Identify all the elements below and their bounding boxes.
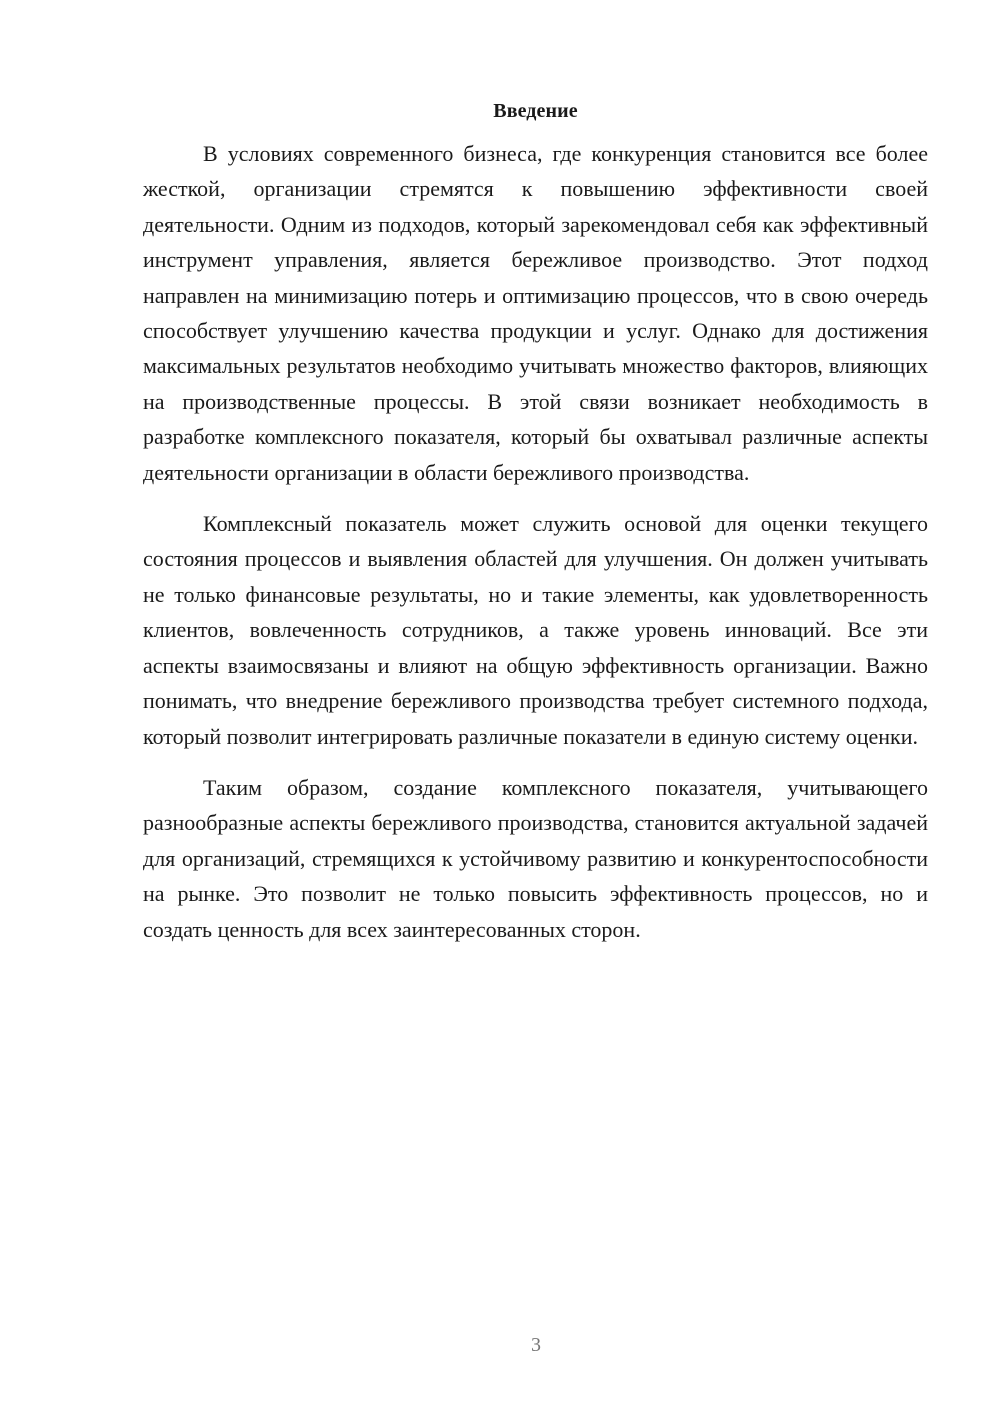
- paragraph-3: Таким образом, создание комплексного показателя, учитывающего разнообразные аспекты бережливого производства, становится актуальной задачей для организаций, стремящихся к устойчивому развитию и конкурентоспособности на рынке. Это позволит не только повысить эффективность процессов, но и создать ценность для всех заинтересованных сторон.: [143, 774, 928, 942]
- page-number: 3: [531, 1334, 541, 1356]
- section-title: Введение: [493, 100, 578, 122]
- paragraph-1: В условиях современного бизнеса, где конкуренция становится все более жесткой, организации стремятся к повышению эффективности своей деятельности. Одним из подходов, который зарекомендовал себя как эффективный инструмент управления, является бережливое производство. Этот подход направлен на минимизацию потерь и оптимизацию процессов, что в свою очередь способствует улучшению качества продукции и услуг. Однако для достижения максимальных результатов необходимо учитывать множество факторов, влияющих на производственные процессы. В этой связи возникает необходимость в разработке комплексного показателя, который бы охватывал различные аспекты деятельности организации в области бережливого производства.: [143, 141, 928, 485]
- paragraph-2: Комплексный показатель может служить основой для оценки текущего состояния процессов и выявления областей для улучшения. Он должен учитывать не только финансовые результаты, но и такие элементы, как удовлетворенность клиентов, вовлеченность сотрудников, а также уровень инноваций. Все эти аспекты взаимосвязаны и влияют на общую эффективность организации. Важно понимать, что внедрение бережливого производства требует системного подхода, который позволит интегрировать различные показатели в единую систему оценки.: [143, 511, 928, 749]
- page-content: [143, 96, 928, 947]
